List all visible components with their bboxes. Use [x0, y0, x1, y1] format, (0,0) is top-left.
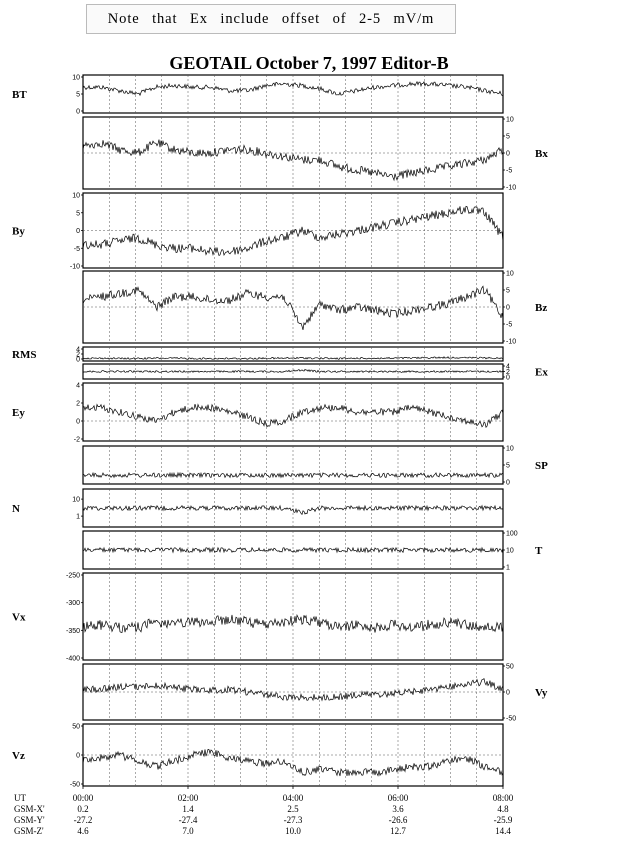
- y-tick-label-vx: -250: [65, 572, 80, 580]
- footer-value: 0.2: [77, 804, 89, 814]
- footer-value: 4.8: [497, 804, 509, 814]
- footer-value: 3.6: [392, 804, 404, 814]
- y-tick-label-ey: 2: [76, 400, 80, 408]
- panel-label-vy: Vy: [535, 687, 548, 699]
- y-tick-label-vy: 0: [506, 689, 510, 697]
- y-tick-label-bz: 10: [506, 270, 514, 278]
- y-tick-label-by: 0: [76, 228, 80, 235]
- footer-row-label: GSM-Z': [14, 826, 44, 836]
- footer-value: -25.9: [493, 815, 513, 825]
- y-tick-label-bx: 5: [506, 133, 510, 141]
- panel-label-bx: Bx: [535, 148, 548, 160]
- y-tick-label-bx: 0: [506, 150, 510, 158]
- y-tick-label-t: 10: [506, 547, 514, 555]
- y-tick-label-bx: -10: [506, 184, 517, 192]
- panel-label-by: By: [12, 225, 25, 238]
- y-tick-label-bt: 5: [76, 91, 80, 99]
- y-tick-label-vx: -400: [65, 655, 80, 663]
- footer-value: 12.7: [390, 826, 406, 836]
- y-tick-label-by: 5: [76, 210, 80, 218]
- y-tick-label-ey: 0: [76, 418, 80, 426]
- footer-value: 06:00: [387, 793, 409, 803]
- offset-note: Note that Ex include offset of 2-5 mV/m: [86, 4, 456, 34]
- y-tick-label-sp: 10: [506, 445, 514, 453]
- y-tick-label-bz: 5: [506, 287, 510, 295]
- panel-label-n: N: [12, 503, 20, 515]
- panel-label-ex: Ex: [535, 366, 548, 379]
- y-tick-label-vx: -350: [65, 627, 80, 635]
- panel-label-bt: BT: [12, 89, 27, 101]
- footer-value: 14.4: [495, 826, 511, 836]
- y-tick-label-vz: 50: [72, 723, 80, 731]
- y-tick-label-rms: 2: [76, 351, 80, 359]
- footer-value: 02:00: [177, 793, 199, 803]
- footer-value: 4.6: [77, 826, 89, 836]
- y-tick-label-vz: 0: [76, 752, 80, 760]
- y-tick-label-bz: -10: [506, 338, 517, 346]
- panel-label-bz: Bz: [535, 302, 548, 314]
- y-tick-label-bx: 10: [506, 116, 514, 124]
- y-tick-label-t: 1: [506, 564, 510, 572]
- footer-value: 1.4: [182, 804, 194, 814]
- y-tick-label-by: -5: [73, 245, 80, 253]
- data-trace-rms: [83, 357, 503, 360]
- y-tick-label-vy: 50: [506, 663, 514, 671]
- footer-value: 00:00: [72, 793, 94, 803]
- y-tick-label-ey: 4: [76, 382, 80, 390]
- y-tick-label-vx: -300: [65, 600, 80, 608]
- y-tick-label-rms: 0: [76, 356, 80, 364]
- y-tick-label-bt: 10: [72, 74, 80, 82]
- y-tick-label-vy: -50: [506, 715, 517, 723]
- footer-row-label: UT: [14, 793, 26, 803]
- y-tick-label-sp: 0: [506, 479, 510, 487]
- y-tick-label-rms: 4: [76, 346, 80, 354]
- footer-row-label: GSM-Y': [14, 815, 45, 825]
- y-tick-label-bz: 0: [506, 304, 510, 312]
- y-tick-label-ex: 2: [506, 369, 510, 376]
- footer-row-label: GSM-X': [14, 804, 45, 814]
- footer-value: 7.0: [182, 826, 194, 836]
- y-tick-label-ex: 0: [506, 374, 510, 382]
- panel-label-rms: RMS: [12, 349, 37, 361]
- y-tick-label-sp: 5: [506, 462, 510, 470]
- panel-label-ey: Ey: [12, 407, 25, 419]
- y-tick-label-by: -10: [69, 263, 80, 271]
- y-tick-label-n: 1: [76, 513, 80, 521]
- footer-value: -27.2: [73, 815, 93, 825]
- chart-title: GEOTAIL October 7, 1997 Editor-B: [169, 53, 449, 73]
- footer-value: 08:00: [492, 793, 514, 803]
- y-tick-label-ey: -2: [73, 436, 80, 444]
- panel-label-t: T: [535, 545, 543, 557]
- y-tick-label-vz: -50: [69, 781, 80, 789]
- y-tick-label-by: 10: [72, 192, 80, 200]
- panel-label-vx: Vx: [12, 611, 26, 624]
- panel-label-vz: Vz: [12, 750, 25, 762]
- y-tick-label-n: 10: [72, 496, 80, 504]
- panel-label-sp: SP: [535, 460, 548, 472]
- y-tick-label-ex: 4: [506, 363, 510, 371]
- footer-value: -27.3: [283, 815, 303, 825]
- footer-value: 10.0: [285, 826, 301, 836]
- footer-value: 04:00: [282, 793, 304, 803]
- y-tick-label-bz: -5: [506, 321, 513, 329]
- footer-value: -27.4: [178, 815, 198, 825]
- y-tick-label-bt: 0: [76, 108, 80, 116]
- y-tick-label-bx: -5: [506, 167, 513, 175]
- footer-value: 2.5: [287, 804, 299, 814]
- footer-value: -26.6: [388, 815, 408, 825]
- y-tick-label-t: 100: [506, 530, 518, 538]
